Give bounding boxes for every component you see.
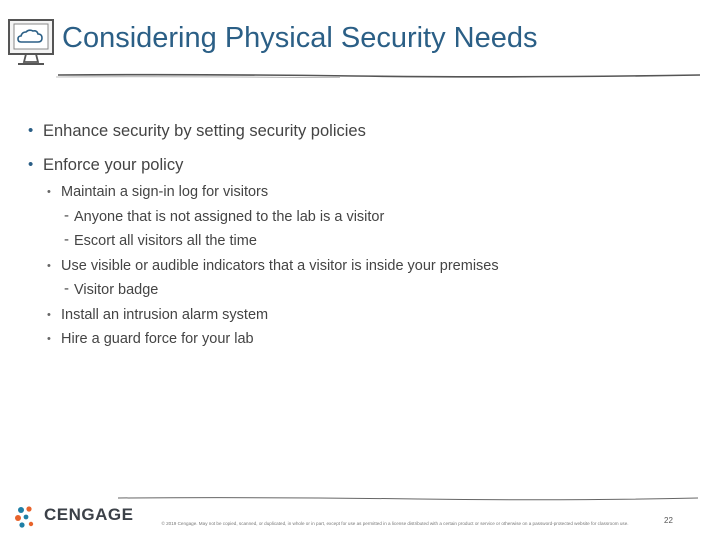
page-number: 22: [664, 516, 673, 525]
sub-sub-bullet-item: - Visitor badge: [28, 278, 708, 303]
sub-sub-bullet-item: - Escort all visitors all the time: [28, 229, 708, 254]
sub-bullet-item: • Install an intrusion alarm system: [28, 303, 708, 328]
cloud-monitor-icon: [6, 18, 58, 70]
cengage-logo-icon: [14, 504, 40, 530]
sub-bullet-item: • Use visible or audible indicators that a visitor is inside your premises: [28, 254, 708, 279]
page-title: Considering Physical Security Needs: [62, 22, 538, 54]
footer: [0, 494, 720, 540]
bullet-item: • Enforce your policy: [28, 152, 708, 178]
bullet-item: • Enhance security by setting security policies: [28, 118, 708, 144]
sub-bullet-item: • Hire a guard force for your lab: [28, 327, 708, 352]
footer-divider: [118, 494, 698, 502]
title-divider: [0, 70, 700, 82]
sub-sub-bullet-item: - Anyone that is not assigned to the lab is a visitor: [28, 205, 708, 230]
sub-bullet-item: • Maintain a sign-in log for visitors: [28, 180, 708, 205]
bullet-list: [28, 118, 708, 352]
brand-name: CENGAGE: [44, 505, 134, 524]
copyright-notice: © 2019 Cengage. May not be copied, scanned, or duplicated, in whole or in part, except for use as permitted in a license distributed with a certain product or service or otherwise on a password-protected website for classroom use.: [161, 521, 629, 526]
